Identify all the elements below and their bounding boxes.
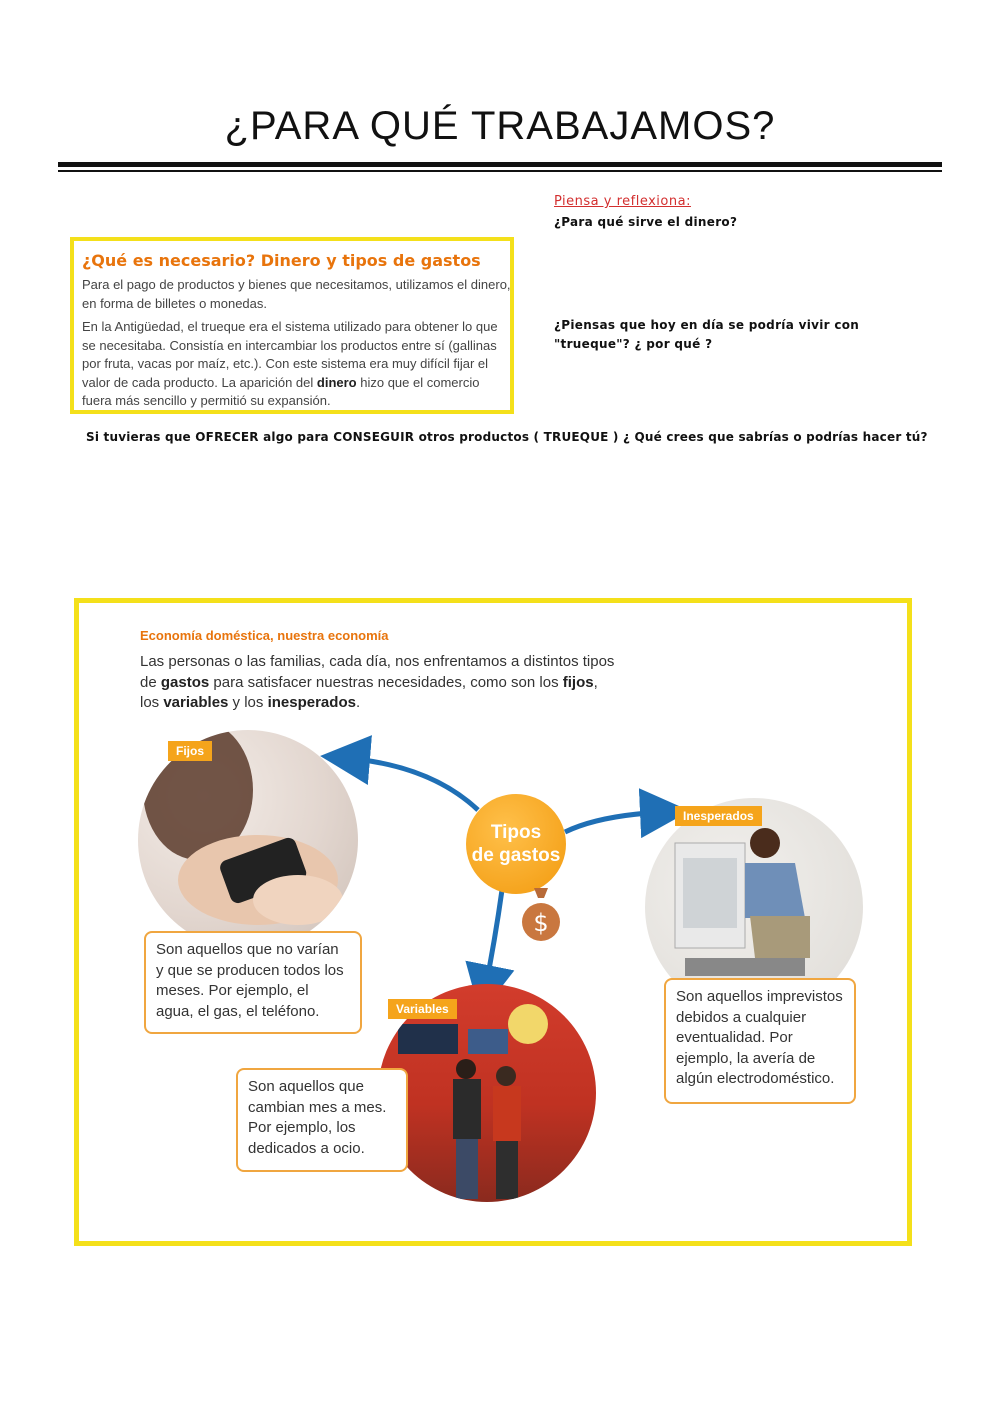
question-barter-today: ¿Piensas que hoy en día se podría vivir con "trueque"? ¿ por qué ? (554, 318, 860, 351)
reflect-label: Piensa y reflexiona: (554, 194, 691, 209)
variables-description: Son aquellos que cambian mes a mes. Por ejemplo, los dedicados a ocio. (236, 1068, 408, 1172)
fijos-tag: Fijos (168, 741, 212, 761)
arrow-to-fijos (345, 758, 478, 810)
money-info-paragraph-1: Para el pago de productos y bienes que necesitamos, utilizamos el dinero, en forma de billetes o monedas. (82, 277, 511, 311)
money-info-title: ¿Qué es necesario? Dinero y tipos de gastos (82, 251, 481, 270)
question-money-use: ¿Para qué sirve el dinero? (554, 215, 738, 229)
question-barter-offer: Si tuvieras que OFRECER algo para CONSEGUIR otros productos ( TRUEQUE ) ¿ Qué crees que sabrías o podrías hacer tú? (86, 430, 928, 444)
economy-title: Economía doméstica, nuestra economía (140, 628, 389, 643)
inesperados-tag: Inesperados (675, 806, 762, 826)
expense-types-center: Tipos de gastos (466, 794, 566, 894)
arrow-to-variables (485, 890, 502, 990)
money-info-paragraph-2: En la Antigüedad, el trueque era el sistema utilizado para obtener lo que se necesitaba. Consistía en intercambiar los productos entre sí (gallinas por fruta, vacas por maíz, etc.). Con este sistema era muy difícil fijar el valor de cada producto. La aparición del dinero hizo que el comercio fuera más sencillo y permitió su expansión. (82, 319, 498, 408)
inesperados-description: Son aquellos imprevistos debidos a cualquier eventualidad. Por ejemplo, la avería de algún electrodoméstico. (664, 978, 856, 1104)
svg-text:$: $ (533, 909, 549, 937)
fijos-description: Son aquellos que no varían y que se producen todos los meses. Por ejemplo, el agua, el gas, el teléfono. (144, 931, 362, 1034)
arrow-to-inesperados (565, 812, 665, 832)
money-bag-icon (520, 884, 562, 942)
fijos-photo (138, 730, 358, 950)
page-title: ¿PARA QUÉ TRABAJAMOS? (224, 104, 776, 148)
economy-intro: Las personas o las familias, cada día, nos enfrentamos a distintos tipos de gastos para satisfacer nuestras necesidades, como son los fijos, los variables y los inesperados. (140, 653, 615, 711)
variables-tag: Variables (388, 999, 457, 1019)
phone-hand-illustration (138, 730, 358, 950)
